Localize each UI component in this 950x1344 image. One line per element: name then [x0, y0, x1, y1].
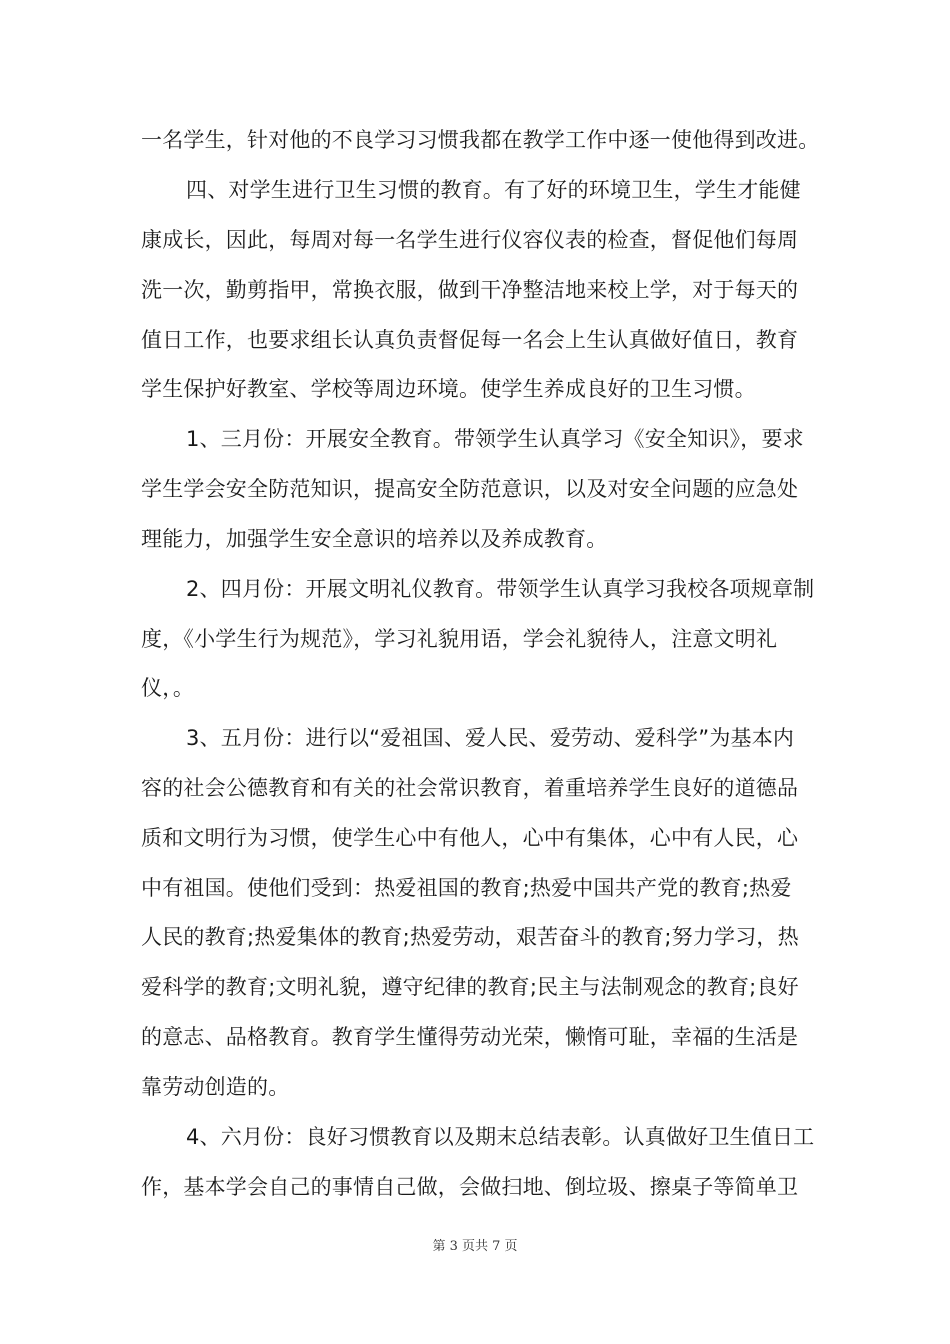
text-line: 3、五月份：进行以“爱祖国、爱人民、爱劳动、爱科学”为基本内 — [186, 726, 795, 750]
text-line: 中有祖国。使他们受到：热爱祖国的教育;热爱中国共产党的教育;热爱 — [141, 876, 792, 900]
text-line: 的意志、品格教育。教育学生懂得劳动光荣，懒惰可耻，幸福的生活是 — [141, 1025, 799, 1049]
text-line: 一名学生，针对他的不良学习习惯我都在教学工作中逐一使他得到改进。 — [141, 128, 820, 152]
text-line: 度，《小学生行为规范》，学习礼貌用语，学会礼貌待人，注意文明礼 — [141, 627, 778, 651]
text-line: 四、对学生进行卫生习惯的教育。有了好的环境卫生，学生才能健 — [186, 178, 801, 202]
text-line: 2、四月份：开展文明礼仪教育。带领学生认真学习我校各项规章制 — [186, 577, 815, 601]
text-line: 靠劳动创造的。 — [141, 1075, 290, 1099]
text-line: 学生保护好教室、学校等周边环境。使学生养成良好的卫生习惯。 — [141, 377, 756, 401]
text-line: 理能力，加强学生安全意识的培养以及养成教育。 — [141, 527, 608, 551]
text-line: 康成长，因此，每周对每一名学生进行仪容仪表的检查，督促他们每周 — [141, 228, 799, 252]
text-line: 仪，。 — [141, 676, 195, 700]
text-line: 作，基本学会自己的事情自己做，会做扫地、倒垃圾、擦桌子等简单卫 — [141, 1175, 799, 1199]
text-line: 学生学会安全防范知识，提高安全防范意识，以及对安全问题的应急处 — [141, 477, 799, 501]
page-number-footer: 第 3 页共 7 页 — [432, 1239, 518, 1254]
text-line: 爱科学的教育;文明礼貌，遵守纪律的教育;民主与法制观念的教育;良好 — [141, 975, 799, 999]
text-line: 1、三月份：开展安全教育。带领学生认真学习《安全知识》，要求 — [186, 427, 804, 451]
text-line: 值日工作，也要求组长认真负责督促每一名会上生认真做好值日，教育 — [141, 328, 799, 352]
text-line: 洗一次，勤剪指甲，常换衣服，做到干净整洁地来校上学，对于每天的 — [141, 278, 799, 302]
text-line: 人民的教育;热爱集体的教育;热爱劳动，艰苦奋斗的教育;努力学习，热 — [141, 925, 799, 949]
text-line: 质和文明行为习惯，使学生心中有他人，心中有集体，心中有人民，心 — [141, 826, 799, 850]
text-line: 4、六月份：良好习惯教育以及期末总结表彰。认真做好卫生值日工 — [186, 1125, 815, 1149]
text-line: 容的社会公德教育和有关的社会常识教育，着重培养学生良好的道德品 — [141, 776, 799, 800]
